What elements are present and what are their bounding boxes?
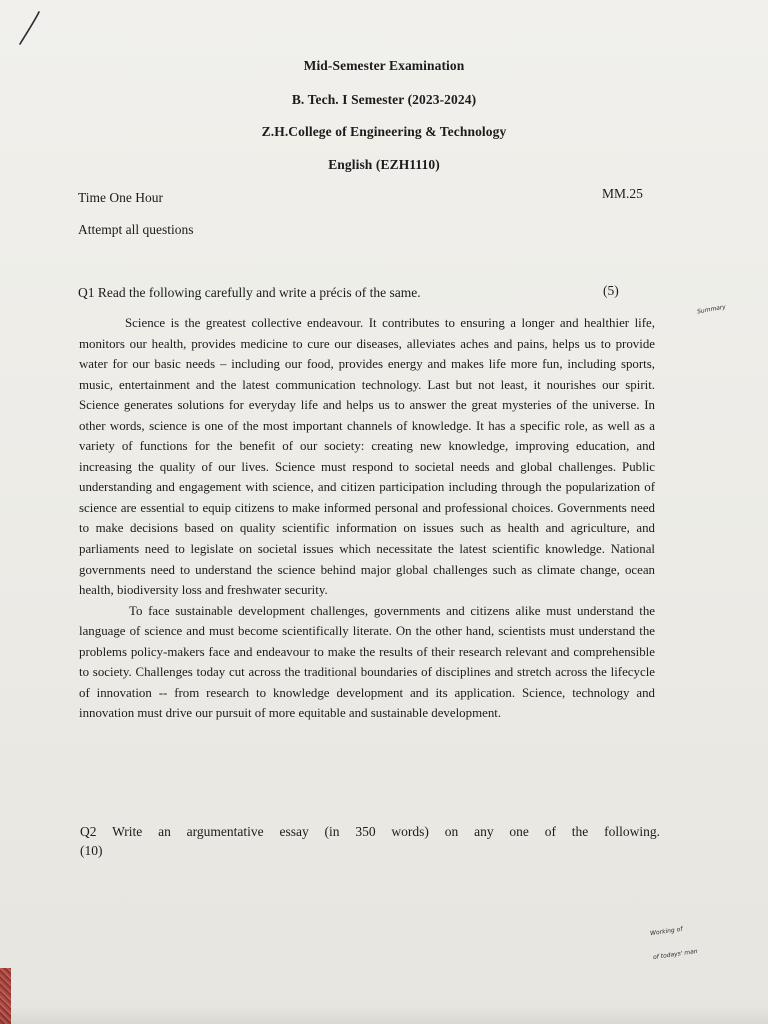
instruction: Attempt all questions — [78, 222, 194, 237]
passage-paragraph-1: Science is the greatest collective endeavour. It contributes to ensuring a longer and healthier life, monitors our health, provides medicine to cure our diseases, alleviates aches and pains, helps us to provide water for our basic needs – including our food, provides energy and makes life more fun, including sports, music, entertainment and the latest communication technology. Last but not least, it nourishes our spirit. Science generates solutions for everyday life and helps us to answer the great mysteries of the universe. In other words, science is one of the most important channels of knowledge. It has a specific role, as well as a variety of functions for the benefit of our society: creating new knowledge, improving education, and increasing the quality of our lives. Science must respond to societal needs and global challenges. Public understanding and engagement with science, and citizen participation including through the popularization of science are essential to equip citizens to make informed personal and professional choices. Governments need to make decisions based on quality scientific information on issues such as health and agriculture, and parliaments need to legislate on societal issues which necessitate the latest scientific knowledge. National governments need to understand the science behind major global challenges such as climate change, ocean health, biodiversity loss and freshwater security. — [79, 316, 655, 598]
handwritten-bottom-note-2: of todays' man — [652, 947, 699, 962]
passage-paragraph-2: To face sustainable development challenges, governments and citizens alike must understand the language of science and must become scientifically literate. On the other hand, scientists must understand the problems policy-makers face and endeavour to make the results of their research relevant and comprehensible to society. Challenges today cut across the traditional boundaries of disciplines and stretch across the lifecycle of innovation -- from research to knowledge development and its application. Science, technology and innovation must drive our pursuit of more equitable and sustainable development. — [79, 603, 655, 721]
question-1: Q1 Read the following carefully and write a précis of the same. — [78, 285, 421, 300]
exam-title: Mid-Semester Examination — [303, 58, 465, 73]
course-title: B. Tech. I Semester (2023-2024) — [291, 92, 477, 107]
question-1-marks: (5) — [603, 283, 619, 298]
pen-slash-mark — [14, 8, 42, 48]
precis-passage — [79, 313, 655, 724]
subject-title: English (EZH1110) — [328, 157, 440, 172]
time-allowed: Time One Hour — [78, 190, 164, 205]
question-2-marks: (10) — [80, 843, 103, 858]
question-2: Q2 Write an argumentative essay (in 350 words) on any one of the following. — [80, 824, 660, 839]
max-marks: MM.25 — [602, 186, 643, 201]
handwritten-bottom-note-1: Working of — [649, 925, 683, 938]
college-name: Z.H.College of Engineering & Technology — [261, 124, 507, 139]
handwritten-margin-note: Summary — [696, 303, 727, 316]
page-bottom-shadow — [0, 1006, 768, 1024]
